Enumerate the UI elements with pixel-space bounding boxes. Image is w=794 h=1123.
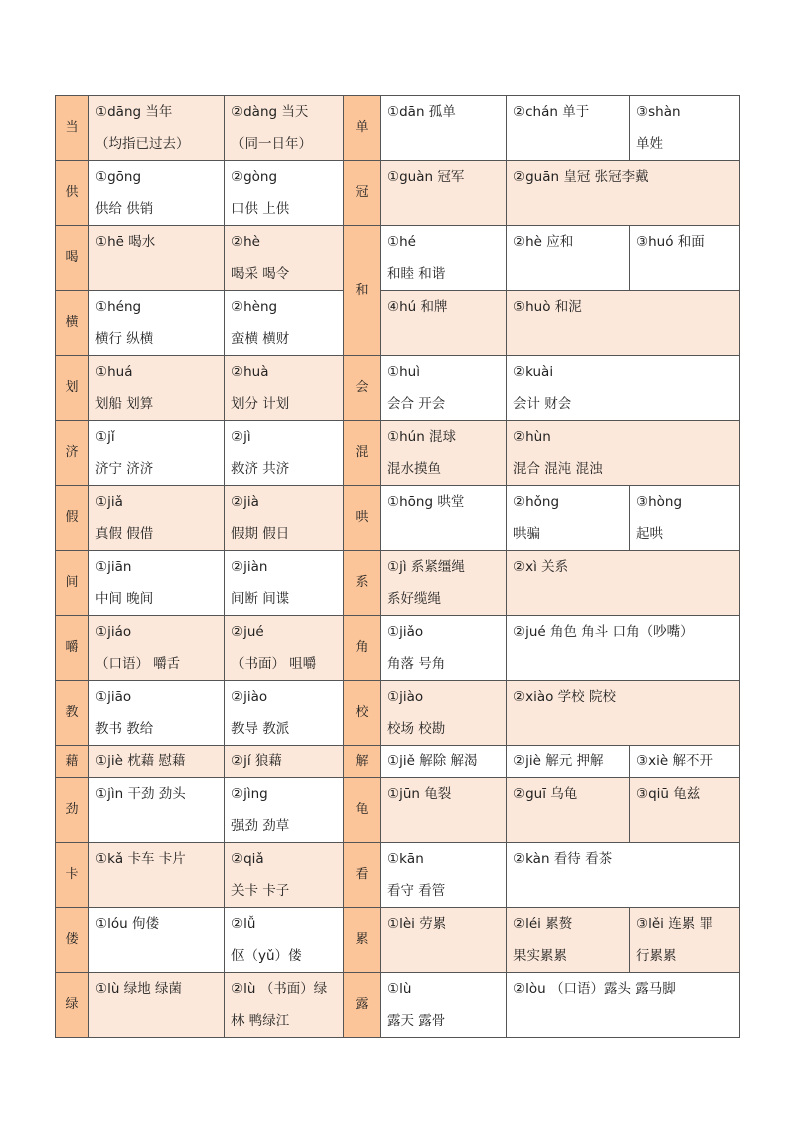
reading-cell: ②guī 乌龟: [507, 778, 630, 843]
reading-cell: ②jìng 强劲 劲草: [225, 778, 344, 843]
reading-cell: ①lóu 佝偻: [89, 908, 225, 973]
table-row: [56, 486, 740, 551]
reading-cell: ②jué 角色 角斗 口角（吵嘴）: [507, 616, 740, 681]
char-cell: 划: [56, 356, 89, 421]
reading-cell: ①guàn 冠军: [381, 161, 507, 226]
reading-cell: ②chán 单于: [507, 96, 630, 161]
reading-cell: ①jiǎ 真假 假借: [89, 486, 225, 551]
reading-cell: ①jiáo （口语） 嚼舌: [89, 616, 225, 681]
table-row: [56, 226, 740, 291]
reading-cell: ①jì 系紧缰绳 系好缆绳: [381, 551, 507, 616]
table-row: [56, 421, 740, 486]
reading-cell: ②kuài 会计 财会: [507, 356, 740, 421]
reading-cell: ①lù 露天 露骨: [381, 973, 507, 1038]
table-row: [56, 356, 740, 421]
char-cell: 校: [344, 681, 381, 746]
table-row: [56, 616, 740, 681]
reading-cell: ④hú 和牌: [381, 291, 507, 356]
reading-cell: ②hè 应和: [507, 226, 630, 291]
reading-cell: ②léi 累赘 果实累累: [507, 908, 630, 973]
char-cell: 系: [344, 551, 381, 616]
char-cell: 看: [344, 843, 381, 908]
reading-cell: ②lǚ 伛（yǔ）偻: [225, 908, 344, 973]
table-row: [56, 778, 740, 843]
char-cell: 济: [56, 421, 89, 486]
char-cell: 当: [56, 96, 89, 161]
char-cell: 露: [344, 973, 381, 1038]
char-cell: 藉: [56, 746, 89, 778]
reading-cell: ①huá 划船 划算: [89, 356, 225, 421]
reading-cell: ②xiào 学校 院校: [507, 681, 740, 746]
reading-cell: ①hē 喝水: [89, 226, 225, 291]
reading-cell: ①jiān 中间 晚间: [89, 551, 225, 616]
reading-cell: ③huó 和面: [630, 226, 740, 291]
table-row: [56, 291, 740, 356]
char-cell: 累: [344, 908, 381, 973]
reading-cell: ①jiǎo 角落 号角: [381, 616, 507, 681]
char-cell: 解: [344, 746, 381, 778]
char-cell: 喝: [56, 226, 89, 291]
reading-cell: ①jiāo 教书 教给: [89, 681, 225, 746]
char-cell: 卡: [56, 843, 89, 908]
reading-cell: ②guān 皇冠 张冠李戴: [507, 161, 740, 226]
reading-cell: ①hōng 哄堂: [381, 486, 507, 551]
table-row: [56, 551, 740, 616]
reading-cell: ②jué （书面） 咀嚼: [225, 616, 344, 681]
char-cell: 和: [344, 226, 381, 356]
reading-cell: ①jiě 解除 解渴: [381, 746, 507, 778]
table-row: [56, 908, 740, 973]
reading-cell: ①jǐ 济宁 济济: [89, 421, 225, 486]
reading-cell: ①lù 绿地 绿菌: [89, 973, 225, 1038]
polyphone-table: [55, 95, 740, 1038]
reading-cell: ②huà 划分 计划: [225, 356, 344, 421]
reading-cell: ①huì 会合 开会: [381, 356, 507, 421]
reading-cell: ①jìn 干劲 劲头: [89, 778, 225, 843]
reading-cell: ②lù （书面）绿 林 鸭绿江: [225, 973, 344, 1038]
table-row: [56, 681, 740, 746]
reading-cell: ②hùn 混合 混沌 混浊: [507, 421, 740, 486]
table-row: [56, 161, 740, 226]
reading-cell: ①dān 孤单: [381, 96, 507, 161]
reading-cell: ②jì 救济 共济: [225, 421, 344, 486]
reading-cell: ③xiè 解不开: [630, 746, 740, 778]
reading-cell: ①héng 横行 纵横: [89, 291, 225, 356]
char-cell: 横: [56, 291, 89, 356]
char-cell: 间: [56, 551, 89, 616]
char-cell: 混: [344, 421, 381, 486]
char-cell: 单: [344, 96, 381, 161]
reading-cell: ②jiào 教导 教派: [225, 681, 344, 746]
reading-cell: ①dāng 当年 （均指已过去）: [89, 96, 225, 161]
char-cell: 嚼: [56, 616, 89, 681]
char-cell: 假: [56, 486, 89, 551]
reading-cell: ②jià 假期 假日: [225, 486, 344, 551]
char-cell: 偻: [56, 908, 89, 973]
reading-cell: ②kàn 看待 看茶: [507, 843, 740, 908]
reading-cell: ①jiè 枕藉 慰藉: [89, 746, 225, 778]
table-row: [56, 746, 740, 778]
reading-cell: ③hòng 起哄: [630, 486, 740, 551]
reading-cell: ①gōng 供给 供销: [89, 161, 225, 226]
reading-cell: ②qiǎ 关卡 卡子: [225, 843, 344, 908]
char-cell: 冠: [344, 161, 381, 226]
reading-cell: ②xì 关系: [507, 551, 740, 616]
reading-cell: ②lòu （口语）露头 露马脚: [507, 973, 740, 1038]
reading-cell: ①jiào 校场 校勘: [381, 681, 507, 746]
char-cell: 哄: [344, 486, 381, 551]
reading-cell: ②gòng 口供 上供: [225, 161, 344, 226]
reading-cell: ②jiàn 间断 间谍: [225, 551, 344, 616]
char-cell: 角: [344, 616, 381, 681]
char-cell: 劲: [56, 778, 89, 843]
reading-cell: ①kǎ 卡车 卡片: [89, 843, 225, 908]
reading-cell: ⑤huò 和泥: [507, 291, 740, 356]
reading-cell: ②dàng 当天 （同一日年）: [225, 96, 344, 161]
reading-cell: ①jūn 龟裂: [381, 778, 507, 843]
table-row: [56, 843, 740, 908]
char-cell: 绿: [56, 973, 89, 1038]
char-cell: 教: [56, 681, 89, 746]
reading-cell: ③shàn 单姓: [630, 96, 740, 161]
reading-cell: ①hún 混球 混水摸鱼: [381, 421, 507, 486]
table-row: [56, 96, 740, 161]
reading-cell: ③qiū 龟兹: [630, 778, 740, 843]
reading-cell: ①hé 和睦 和谐: [381, 226, 507, 291]
reading-cell: ②hǒng 哄骗: [507, 486, 630, 551]
reading-cell: ②hè 喝采 喝令: [225, 226, 344, 291]
table-row: [56, 973, 740, 1038]
char-cell: 会: [344, 356, 381, 421]
reading-cell: ①kān 看守 看管: [381, 843, 507, 908]
reading-cell: ③lěi 连累 罪 行累累: [630, 908, 740, 973]
reading-cell: ②jí 狼藉: [225, 746, 344, 778]
reading-cell: ①lèi 劳累: [381, 908, 507, 973]
char-cell: 供: [56, 161, 89, 226]
char-cell: 龟: [344, 778, 381, 843]
reading-cell: ②jiè 解元 押解: [507, 746, 630, 778]
reading-cell: ②hèng 蛮横 横财: [225, 291, 344, 356]
